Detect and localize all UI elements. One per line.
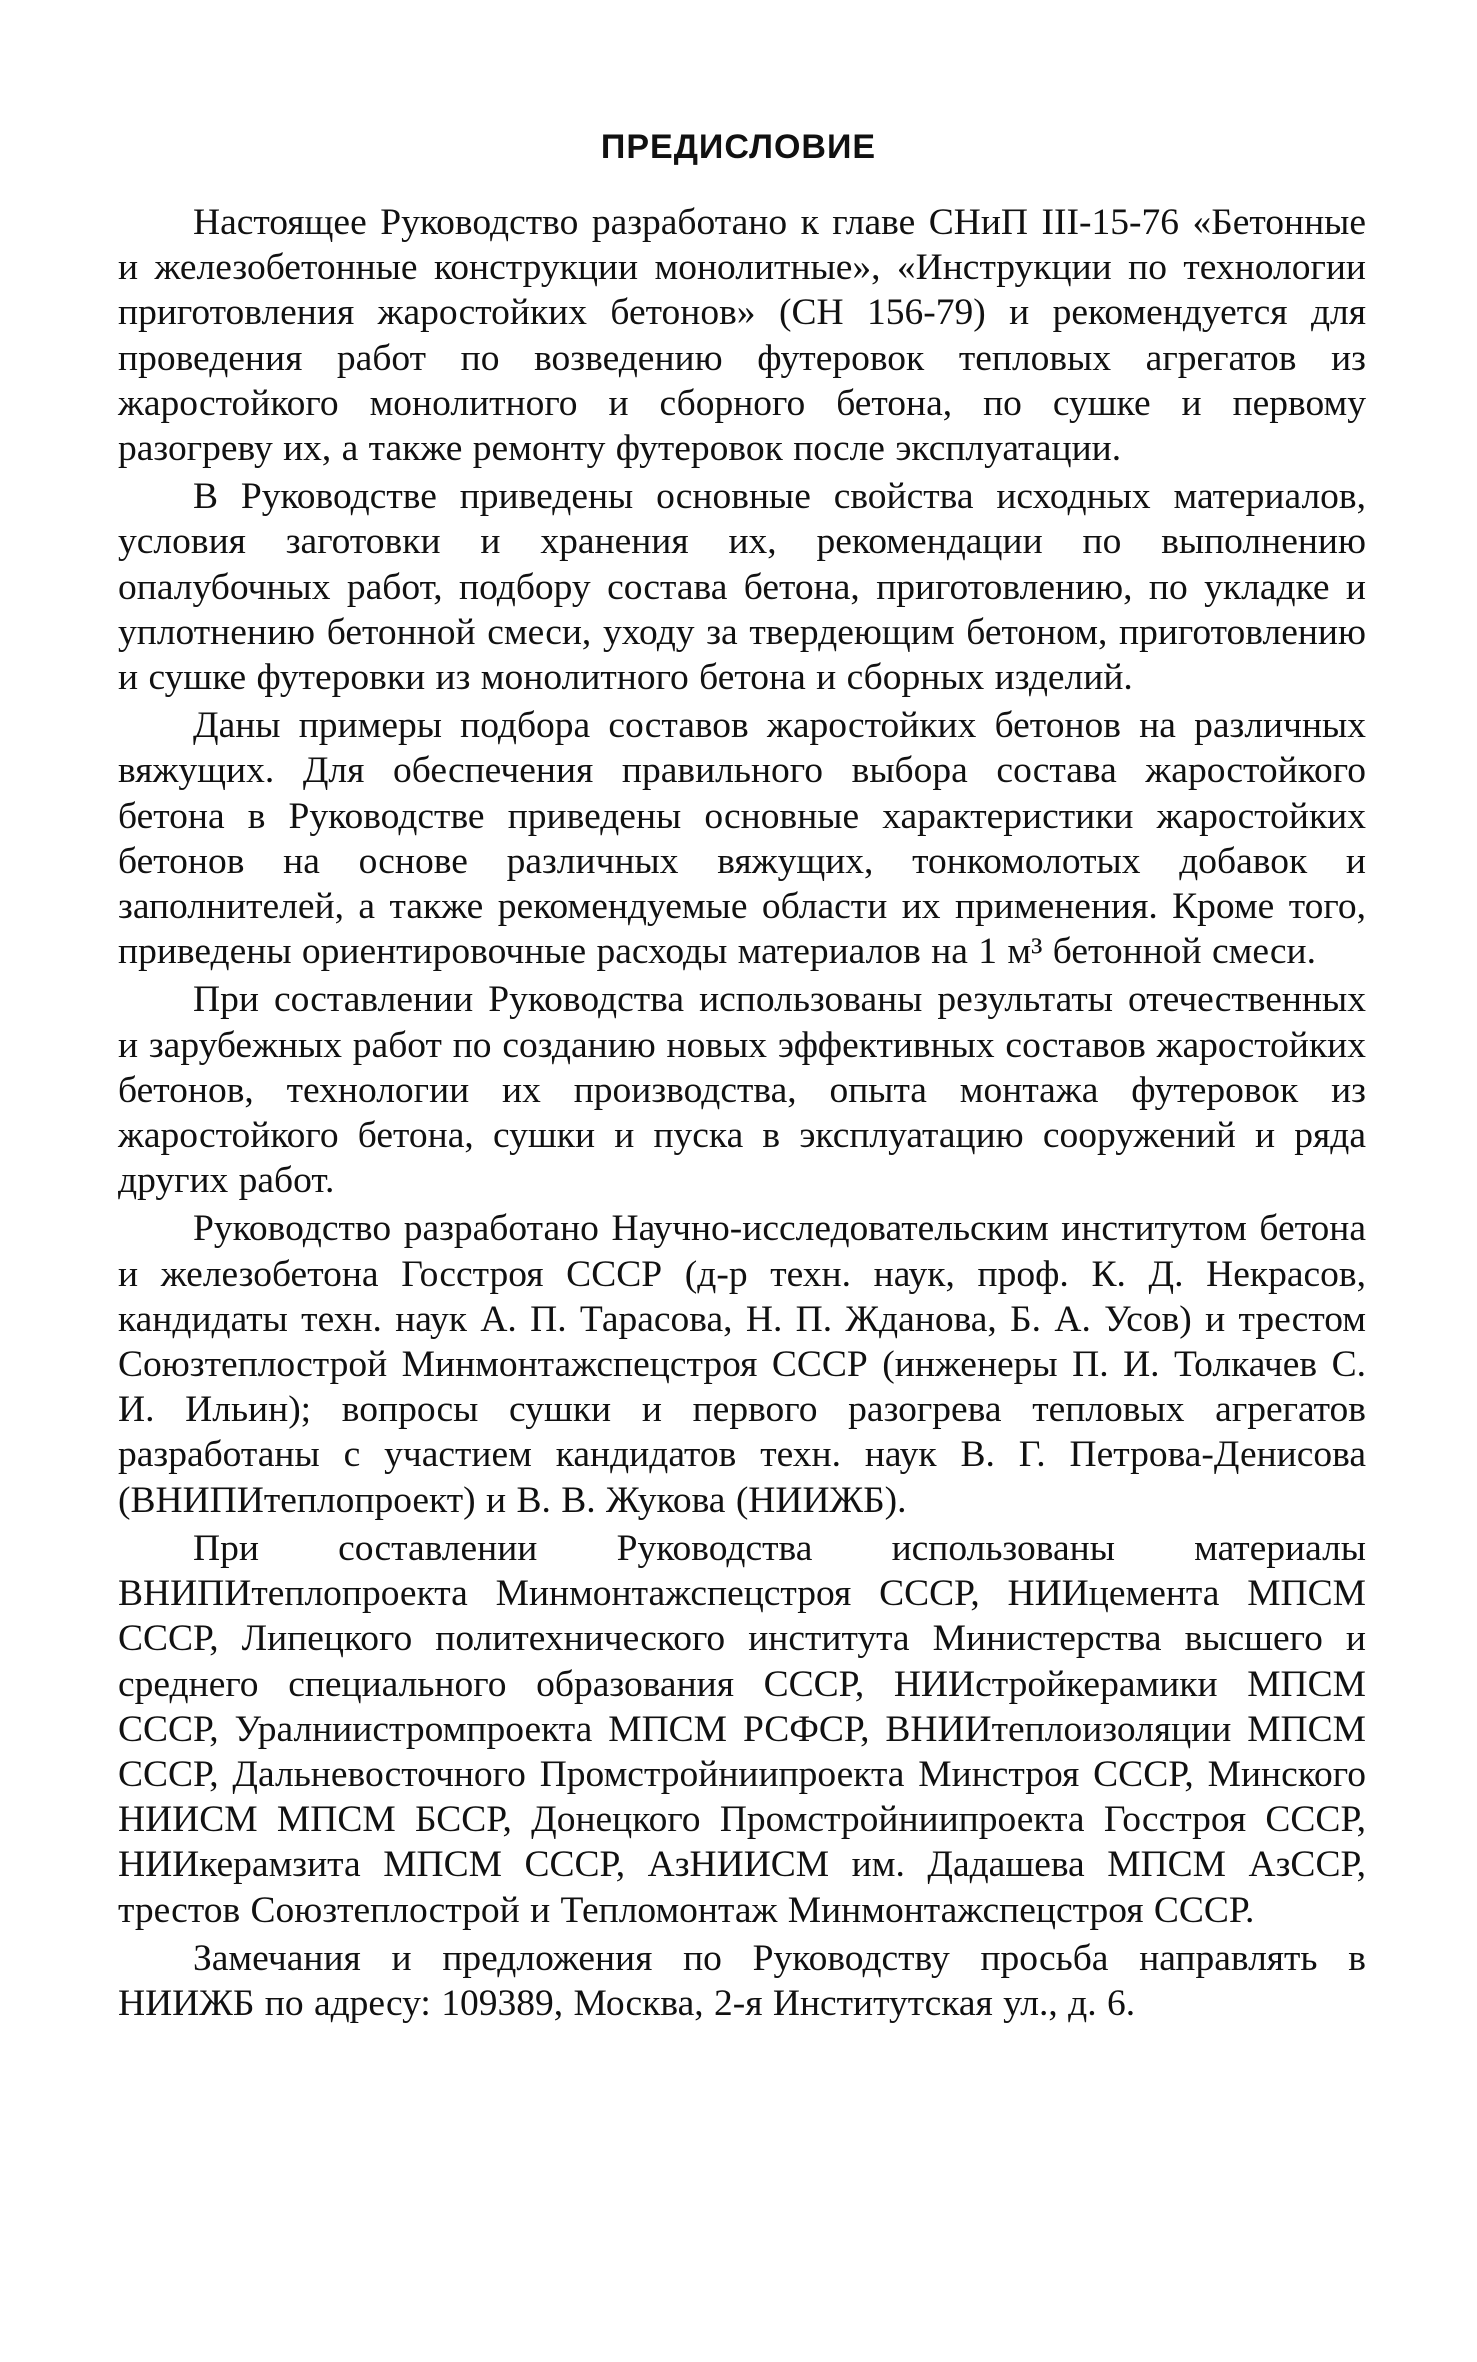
paragraph-6: При составлении Руководства использованы материалы ВНИПИтеплопроекта Минмонтажспецстроя СССР, НИИцемента МПСМ СССР, Липецкого политехнического института Министерства высшего и среднего специального образования СССР, НИИстройкерамики МПСМ СССР, Уралниистромпроекта МПСМ РСФСР, ВНИИтеплоизоляции МПСМ СССР, Дальневосточного Промстройниипроекта Минстроя СССР, Минского НИИСМ МПСМ БССР, Донецкого Промстройниипроекта Госстроя СССР, НИИкерамзита МПСМ СССР, АзНИИСМ им. Дадашева МПСМ АзССР, трестов Союзтеплострой и Тепломонтаж Минмонтажспецстроя СССР.	[118, 1527, 1366, 1931]
paragraph-4: При составлении Руководства использованы результаты отечественных и зарубежных работ по созданию новых эффективных составов жаростойких бетонов, технологии их производства, опыта монтажа футеровок из жаростойкого бетона, сушки и пуска в эксплуатацию сооружений и ряда других работ.	[118, 979, 1366, 1202]
page-title: ПРЕДИСЛОВИЕ	[600, 128, 877, 166]
paragraph-5: Руководство разработано Научно-исследовательским институтом бетона и железобетона Госстроя СССР (д-р техн. наук, проф. К. Д. Некрасов, кандидаты техн. наук А. П. Тарасова, Н. П. Жданова, Б. А. Усов) и трестом Союзтеплострой Минмонтажспецстроя СССР (инженеры П. И. Толкачев С. И. Ильин); вопросы сушки и первого разогрева тепловых агрегатов разработаны с участием кандидатов техн. наук В. Г. Петрова-Денисова (ВНИПИтеплопроект) и В. В. Жукова (НИИЖБ).	[118, 1208, 1366, 1521]
paragraph-7: Замечания и предложения по Руководству просьба направлять в НИИЖБ по адресу: 109389, Москва, 2-я Институтская ул., д. 6.	[118, 1937, 1366, 2024]
paragraph-2: В Руководстве приведены основные свойства исходных материалов, условия заготовки и хранения их, рекомендации по выполнению опалубочных работ, подбору состава бетона, приготовлению, по укладке и уплотнению бетонной смеси, уходу за твердеющим бетоном, приготовлению и сушке футеровки из монолитного бетона и сборных изделий.	[118, 476, 1366, 699]
paragraph-3: Даны примеры подбора составов жаростойких бетонов на различных вяжущих. Для обеспечения правильного выбора состава жаростойкого бетона в Руководстве приведены основные характеристики жаростойких бетонов на основе различных вяжущих, тонкомолотых добавок и заполнителей, а также рекомендуемые области их применения. Кроме того, приведены ориентировочные расходы материалов на 1 м³ бетонной смеси.	[118, 705, 1366, 973]
preface-body	[118, 200, 1366, 2026]
paragraph-1: Настоящее Руководство разработано к главе СНиП III-15-76 «Бетонные и железобетонные конструкции монолитные», «Инструкции по технологии приготовления жаростойких бетонов» (СН 156-79) и рекомендуется для проведения работ по возведению футеровок тепловых агрегатов из жаростойкого монолитного и сборного бетона, по сушке и первому разогреву их, а также ремонту футеровок после эксплуатации.	[118, 202, 1366, 470]
